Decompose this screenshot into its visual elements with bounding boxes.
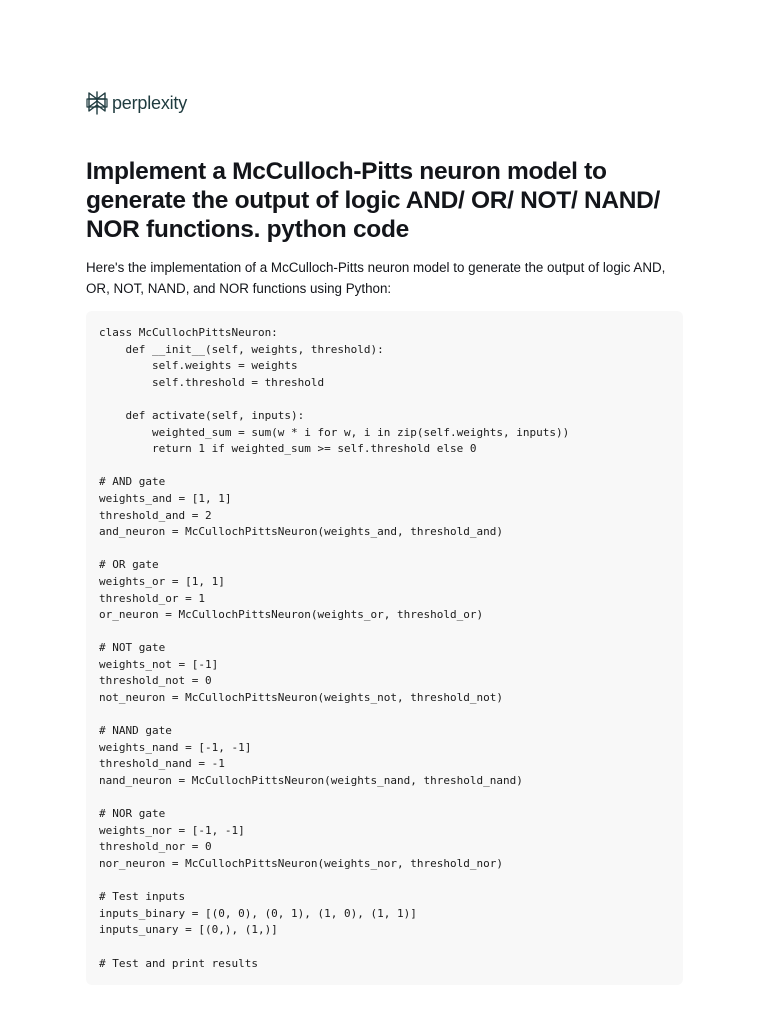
code-text[interactable]: class McCullochPittsNeuron: def __init__(self, weights, threshold): self.weights = weights self.threshold = threshold def activate(self, inputs): weighted_sum = sum(w * i for w, i in zip(self.weights, inputs)) return 1 if weighted_sum >= self.threshold else 0 # AND gate weights_and = [1, 1] threshold_and = 2 and_neuron = McCullochPittsNeuron(weights_and, threshold_and) # OR gate weights_or = [1, 1] threshold_or = 1 or_neuron = McCullochPittsNeuron(weights_or, threshold_or) # NOT gate weights_not = [-1] threshold_not = 0 not_neuron = McCullochPittsNeuron(weights_not, threshold_not) # NAND gate weights_nand = [-1, -1] threshold_nand = -1 nand_neuron = McCullochPittsNeuron(weights_nand, threshold_nand) # NOR gate weights_nor = [-1, -1] threshold_nor = 0 nor_neuron = McCullochPittsNeuron(weights_nor, threshold_nor) # Test inputs inputs_binary = [(0, 0), (0, 1), (1, 0), (1, 1)] inputs_unary = [(0,), (1,)] # Test and print results (99, 326, 570, 970)
page-title: Implement a McCulloch-Pitts neuron model to generate the output of logic AND/ OR/ NOT/ NAND/ NOR functions. python code (86, 158, 661, 243)
code-block[interactable] (86, 311, 683, 985)
brand-header[interactable] (86, 90, 187, 116)
perplexity-logo-icon (86, 91, 108, 115)
brand-name: perplexity (112, 92, 188, 113)
intro-paragraph: Here's the implementation of a McCulloch-Pitts neuron model to generate the output of logic AND, OR, NOT, NAND, and NOR functions using Python: (86, 260, 666, 296)
